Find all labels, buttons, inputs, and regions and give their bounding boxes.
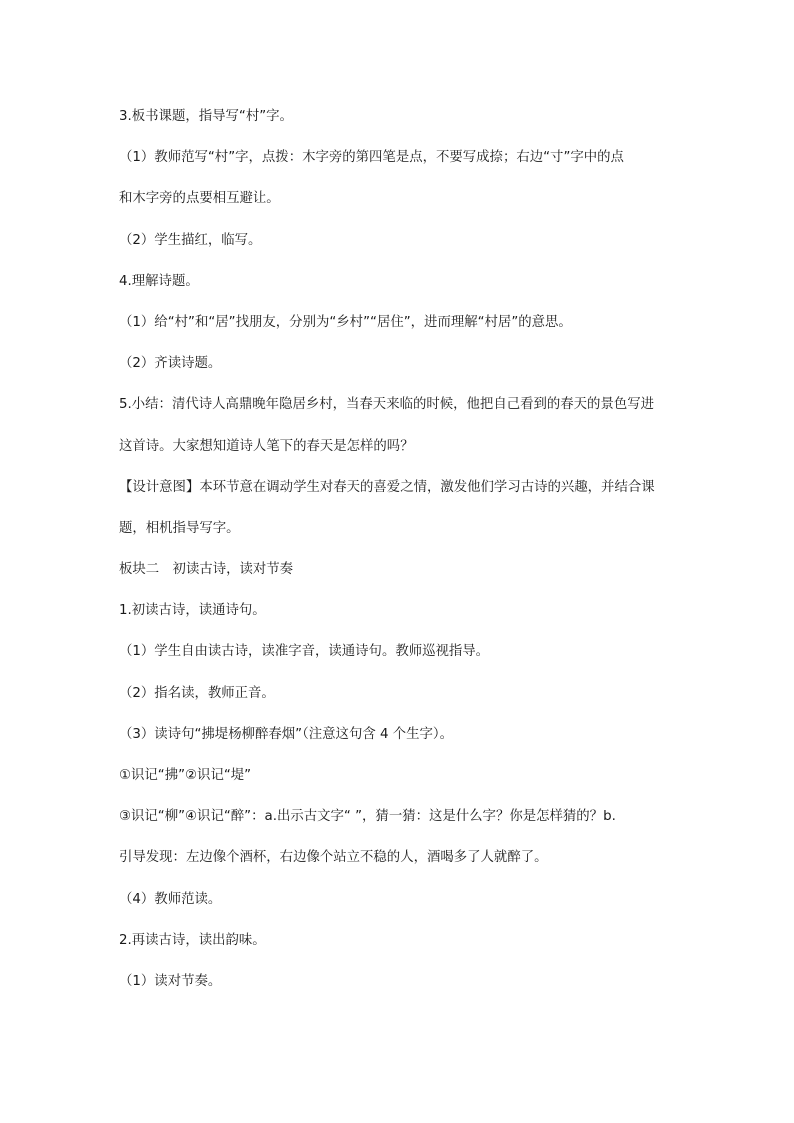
section-heading-board-title: 3.板书课题，指导写“村”字。: [119, 109, 293, 124]
paragraph-line: ①识记“拂”②识记“堤”: [119, 768, 252, 783]
section-heading-understand-title: 4.理解诗题。: [119, 273, 199, 289]
paragraph-line: （2）学生描红，临写。: [119, 232, 262, 248]
block-heading: 板块二 初读古诗，读对节奏: [119, 562, 294, 578]
paragraph-line: （1）教师范写“村”字，点拨：木字旁的第四笔是点，不要写成捺；右边“寸”字中的点: [119, 150, 624, 166]
section-heading-first-read: 1.初读古诗，读通诗句。: [119, 603, 266, 619]
paragraph-line: 这首诗。大家想知道诗人笔下的春天是怎样的吗？: [119, 438, 414, 454]
design-intent-line: 题，相机指导写字。: [119, 520, 240, 536]
section-heading-reread: 2.再读古诗，读出韵味。: [119, 932, 266, 948]
section-heading-summary: 5.小结：清代诗人高鼎晚年隐居乡村，当春天来临的时候，他把自己看到的春天的景色写进: [119, 397, 655, 413]
paragraph-line: （1）学生自由读古诗，读准字音，读通诗句。教师巡视指导。: [119, 644, 490, 660]
document-body: [119, 104, 679, 1010]
paragraph-line: （2）齐读诗题。: [119, 356, 222, 372]
paragraph-line: 和木字旁的点要相互避让。: [119, 191, 280, 207]
paragraph-line: ③识记“柳”④识记“醉”：a.出示古文字“ ”，猜一猜：这是什么字？你是怎样猜的？b.: [119, 809, 616, 825]
design-intent-line: 【设计意图】本环节意在调动学生对春天的喜爱之情，激发他们学习古诗的兴趣，并结合课: [119, 479, 655, 495]
paragraph-line: 引导发现：左边像个酒杯，右边像个站立不稳的人，酒喝多了人就醉了。: [119, 850, 548, 866]
paragraph-line: （1）给“村”和“居”找朋友，分别为“乡村”“居住”，进而理解“村居”的意思。: [119, 314, 572, 330]
paragraph-line: （4）教师范读。: [119, 891, 222, 907]
paragraph-line: （3）读诗句“拂堤杨柳醉春烟”（注意这句含 4 个生字）。: [119, 726, 454, 742]
paragraph-line: （2）指名读，教师正音。: [119, 685, 275, 701]
paragraph-line: （1）读对节奏。: [119, 973, 222, 989]
